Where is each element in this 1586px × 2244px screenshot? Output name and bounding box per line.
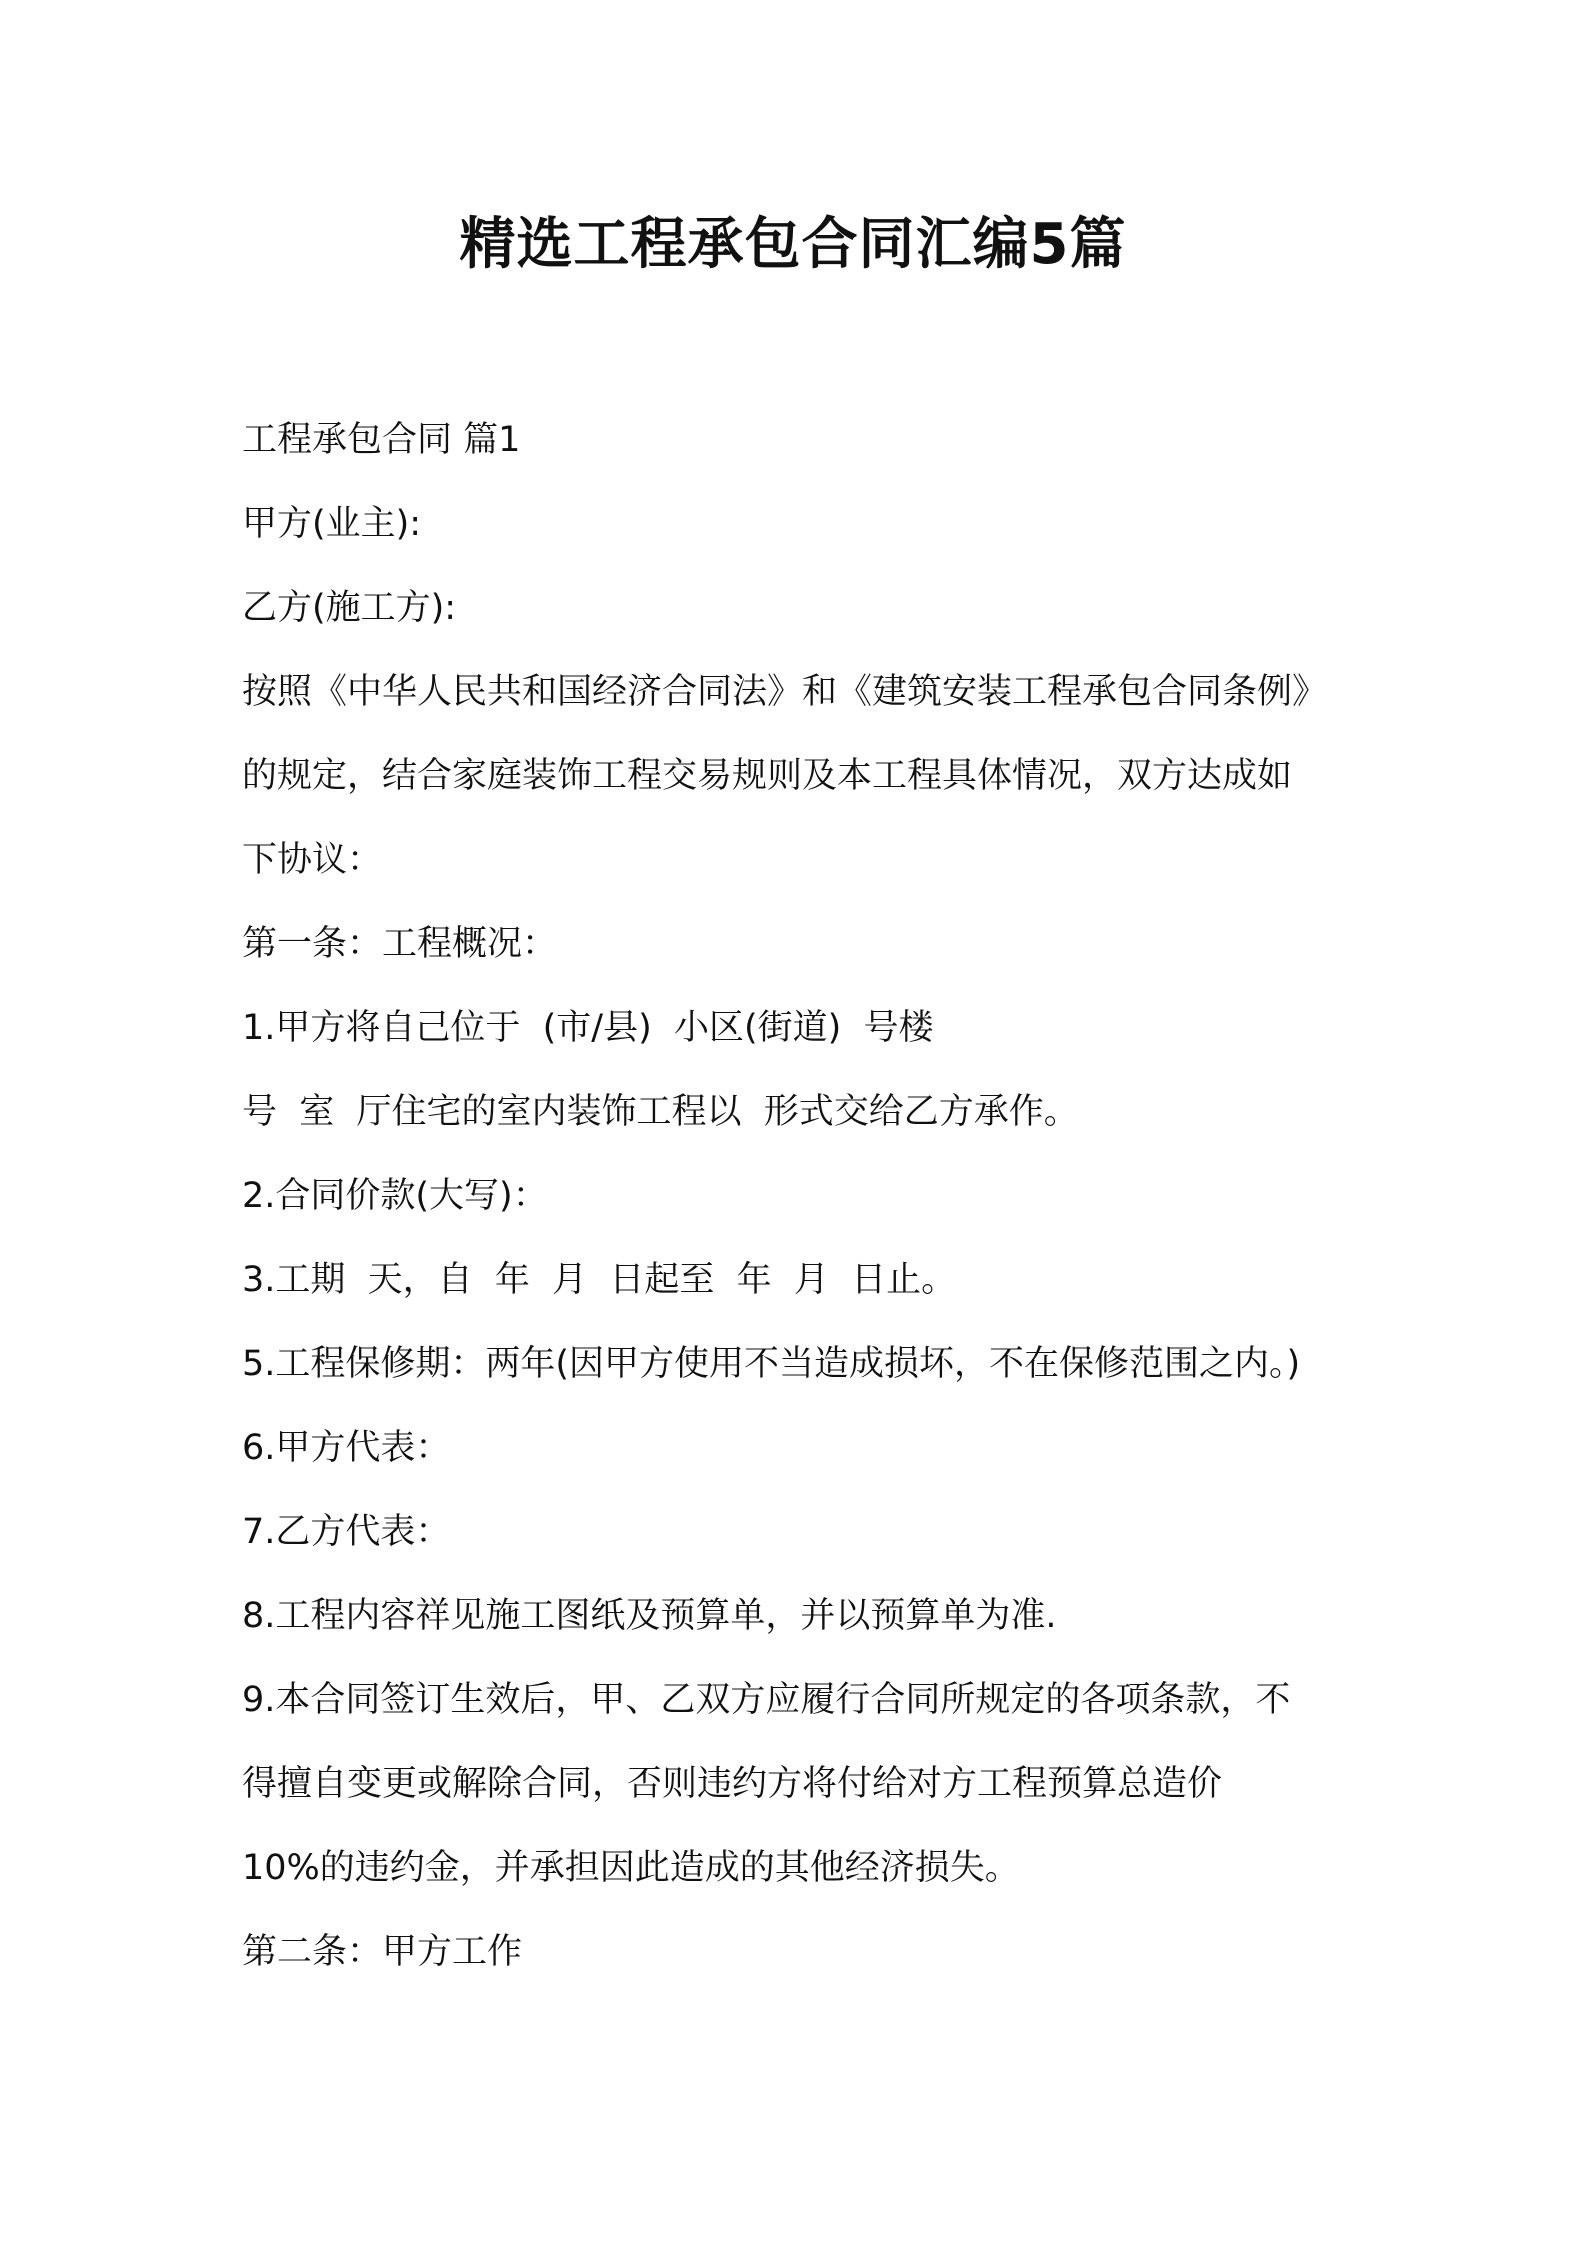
clause-9-line-2: 得擅自变更或解除合同，否则违约方将付给对方工程预算总造价 [242, 1764, 1223, 1804]
clause-1-line-1: 1.甲方将自己位于 (市/县) 小区(街道) 号楼 [242, 1008, 934, 1048]
section-heading: 工程承包合同 篇1 [242, 420, 521, 460]
preamble-line-3: 下协议： [242, 840, 383, 880]
clause-6: 6.甲方代表： [242, 1428, 451, 1468]
article-1-heading: 第一条：工程概况： [242, 924, 558, 964]
clause-3: 3.工期 天，自 年 月 日起至 年 月 日止。 [242, 1260, 957, 1300]
party-b-line: 乙方(施工方): [242, 588, 457, 628]
document-title: 精选工程承包合同汇编5篇 [459, 212, 1127, 277]
clause-5: 5.工程保修期：两年(因甲方使用不当造成损坏，不在保修范围之内。) [242, 1344, 1301, 1384]
clause-8: 8.工程内容祥见施工图纸及预算单，并以预算单为准. [242, 1596, 1057, 1636]
clause-9-line-1: 9.本合同签订生效后，甲、乙双方应履行合同所规定的各项条款，不 [242, 1680, 1291, 1720]
clause-7: 7.乙方代表： [242, 1512, 451, 1552]
clause-2: 2.合同价款(大写)： [242, 1176, 548, 1216]
article-2-heading: 第二条：甲方工作 [242, 1932, 523, 1972]
party-a-line: 甲方(业主): [242, 504, 422, 544]
clause-1-line-2: 号 室 厅住宅的室内装饰工程以 形式交给乙方承作。 [242, 1092, 1079, 1132]
document-body [242, 398, 1362, 1994]
clause-9-line-3: 10%的违约金，并承担因此造成的其他经济损失。 [242, 1848, 1020, 1888]
preamble-line-1: 按照《中华人民共和国经济合同法》和《建筑安装工程承包合同条例》 [242, 672, 1328, 712]
preamble-line-2: 的规定，结合家庭装饰工程交易规则及本工程具体情况，双方达成如 [242, 756, 1293, 796]
